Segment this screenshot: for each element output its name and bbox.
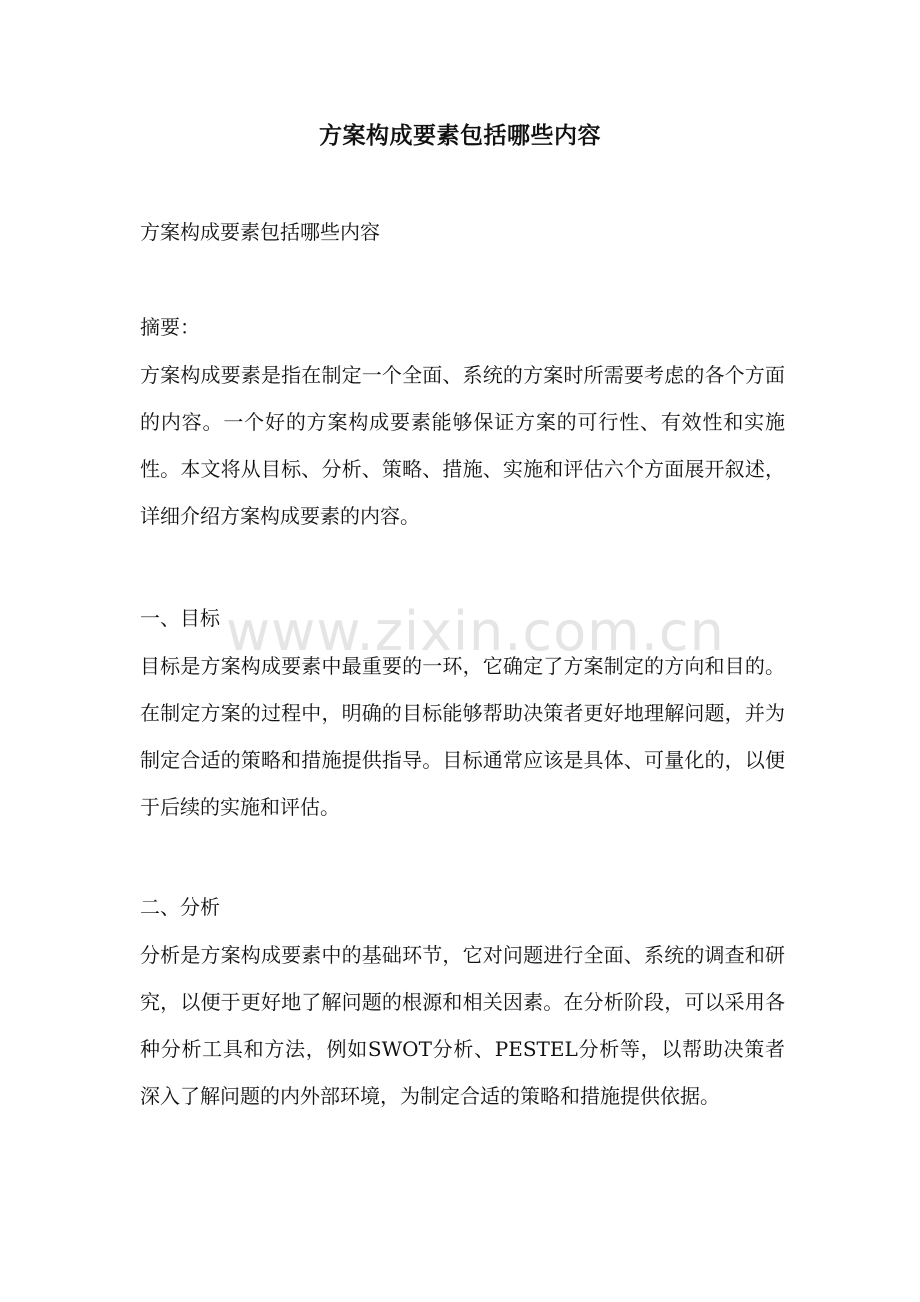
section-body-goal: 目标是方案构成要素中最重要的一环，它确定了方案制定的方向和目的。在制定方案的过程中，明确的目标能够帮助决策者更好地理解问题，并为制定合适的策略和措施提供指导。目标通常应该是具体、可量化的，以便于后续的实施和评估。 (140, 654, 785, 819)
document-subtitle: 方案构成要素包括哪些内容 (140, 220, 380, 244)
section-body-analysis: 分析是方案构成要素中的基础环节，它对问题进行全面、系统的调查和研究，以便于更好地了解问题的根源和相关因素。在分析阶段，可以采用各种分析工具和方法，例如SWOT分析、PESTEL分析等，以帮助决策者深入了解问题的内外部环境，为制定合适的策略和措施提供依据。 (140, 943, 785, 1108)
watermark: www.zixin.com.cn (226, 600, 725, 663)
abstract-label: 摘要： (140, 315, 200, 339)
section-heading-analysis: 二、分析 (140, 895, 220, 919)
document-title: 方案构成要素包括哪些内容 (319, 122, 601, 149)
abstract-paragraph: 方案构成要素是指在制定一个全面、系统的方案时所需要考虑的各个方面的内容。一个好的方案构成要素能够保证方案的可行性、有效性和实施性。本文将从目标、分析、策略、措施、实施和评估六个方面展开叙述，详细介绍方案构成要素的内容。 (140, 363, 785, 528)
section-heading-goal: 一、目标 (140, 606, 220, 630)
